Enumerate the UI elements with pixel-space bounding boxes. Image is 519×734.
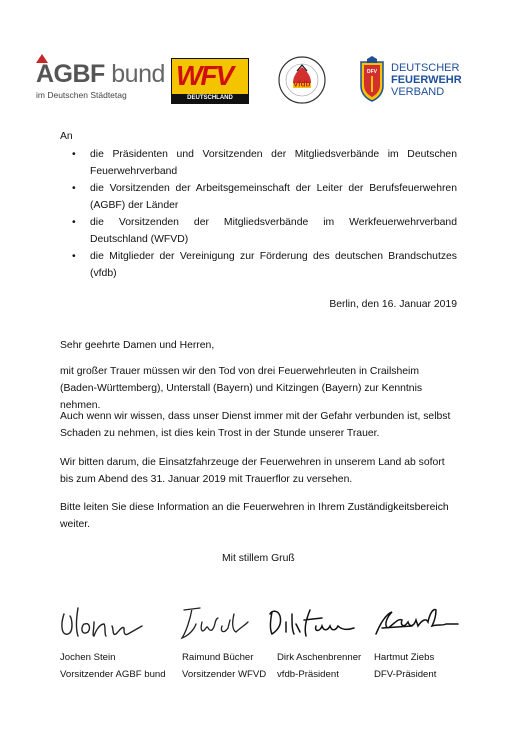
signer-block: [182, 649, 266, 683]
signer-role: Vorsitzender AGBF bund: [60, 669, 166, 680]
signer-block: [277, 649, 361, 683]
signer-role: vfdb-Präsident: [277, 669, 339, 680]
agbf-logo: [36, 62, 165, 100]
recipient-item: • die Mitglieder der Vereinigung zur Förderung des deutschen Brandschutzes (vfdb): [60, 248, 457, 282]
signer-block: [374, 649, 436, 683]
salutation-to: An: [60, 131, 73, 142]
wfv-logo-country: DEUTSCHLAND: [172, 94, 248, 103]
body-paragraph: Bitte leiten Sie diese Information an die Feuerwehren in Ihrem Zuständigkeitsbereich weiter.: [60, 502, 449, 530]
recipient-list: [60, 146, 457, 282]
signature-buecher: [178, 600, 258, 644]
date-line: Berlin, den 16. Januar 2019: [329, 299, 457, 310]
signer-role: Vorsitzender WFVD: [182, 669, 267, 680]
vfdb-logo-mark: vfdb: [293, 79, 311, 89]
agbf-logo-name: AGBF: [36, 60, 105, 88]
recipient-item: • die Präsidenten und Vorsitzenden der Mitgliedsverbände im Deutschen Feuerwehrverband: [60, 146, 457, 180]
dfv-logo-line1: DEUTSCHER: [391, 62, 460, 74]
body-paragraph: Auch wenn wir wissen, dass unser Dienst immer mit der Gefahr verbunden ist, selbst Schaden zu nehmen, ist dies kein Trost in der Stunde unserer Trauer.: [60, 411, 451, 439]
signer-name: Jochen Stein: [60, 652, 116, 663]
signature-ziebs: [372, 600, 462, 644]
signature-stein: [58, 600, 148, 644]
dfv-logo-text: [391, 62, 462, 98]
signer-role: DFV-Präsident: [374, 669, 437, 680]
signer-name: Hartmut Ziebs: [374, 652, 435, 663]
signer-name: Dirk Aschenbrenner: [277, 652, 362, 663]
body-paragraph: mit großer Trauer müssen wir den Tod von drei Feuerwehrleuten in Crailsheim (Baden-Württemberg), Unterstall (Bayern) und Kitzingen (Bayern) zur Kenntnis nehmen.: [60, 366, 423, 411]
signature-aschenbrenner: [266, 600, 358, 644]
dfv-shield-icon: [358, 56, 386, 102]
recipient-item: • die Vorsitzenden der Arbeitsgemeinschaft der Leiter der Berufsfeuerwehren (AGBF) der Länder: [60, 180, 457, 214]
agbf-logo-subtitle: im Deutschen Städtetag: [36, 90, 127, 100]
wfv-logo: [171, 58, 249, 104]
logo-header: [0, 50, 519, 110]
body-paragraph: Wir bitten darum, die Einsatzfahrzeuge der Feuerwehren in unserem Land ab sofort bis zum Abend des 31. Januar 2019 mit Trauerflor zu versehen.: [60, 457, 445, 485]
greeting: Sehr geehrte Damen und Herren,: [60, 340, 215, 351]
vfdb-logo: [277, 55, 327, 105]
signer-name: Raimund Bücher: [182, 652, 254, 663]
signer-block: [60, 649, 166, 683]
recipient-item: • die Vorsitzenden der Mitgliedsverbände im Werkfeuerwehrverband Deutschland (WFVD): [60, 214, 457, 248]
agbf-triangle-icon: [36, 54, 48, 63]
wfv-logo-mark: WFV: [176, 60, 233, 91]
agbf-logo-suffix: bund: [111, 60, 165, 88]
dfv-logo: [358, 56, 488, 104]
closing: Mit stillem Gruß: [222, 553, 295, 564]
dfv-badge-text: DFV: [367, 69, 377, 75]
dfv-logo-line2: FEUERWEHR: [391, 74, 462, 86]
dfv-logo-line3: VERBAND: [391, 86, 445, 98]
